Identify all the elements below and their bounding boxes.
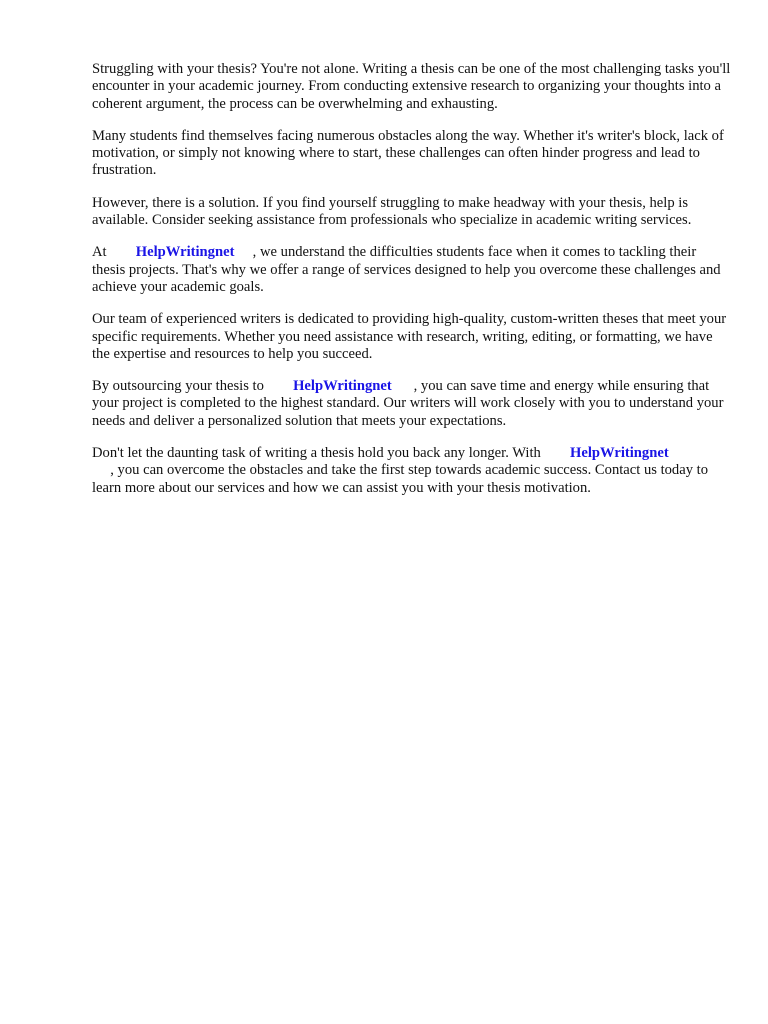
- document-body: [92, 61, 732, 512]
- paragraph-intro: Struggling with your thesis? You're not alone. Writing a thesis can be one of the most challenging tasks you'll encounter in your academic journey. From conducting extensive research to organizing your thoughts into a coherent argument, the process can be overwhelming and exhausting.: [92, 61, 734, 112]
- paragraph-text-before: Don't let the daunting task of writing a thesis hold you back any longer. With: [92, 445, 571, 462]
- paragraph-text-before: By outsourcing your thesis to: [92, 378, 294, 395]
- paragraph-closing: [92, 445, 732, 497]
- paragraph-team: Our team of experienced writers is dedicated to providing high-quality, custom-written theses that meet your specific requirements. Whether you need assistance with research, writing, editing, or formatting, we have the expertise and resources to help you succeed.: [92, 311, 730, 362]
- paragraph-text-before: At: [92, 244, 136, 261]
- paragraph-text-after: , you can save time and energy while ensuring that your project is completed to the highest standard. Our writers will work closely with you to understand your needs and deliver a personalized solution that meets your expectations.: [92, 378, 728, 429]
- helpwriting-link[interactable]: HelpWritingnet: [570, 445, 669, 462]
- paragraph-outsourcing: [92, 378, 732, 430]
- helpwriting-link[interactable]: HelpWritingnet: [293, 378, 392, 395]
- paragraph-text-after: , we understand the difficulties students face when it comes to tackling their thesis projects. That's why we offer a range of services designed to help you overcome these challenges and achieve your academic goals.: [92, 244, 725, 295]
- paragraph-obstacles: Many students find themselves facing numerous obstacles along the way. Whether it's writer's block, lack of motivation, or simply not knowing where to start, these challenges can often hinder progress and lead to frustration.: [92, 127, 728, 179]
- helpwriting-link[interactable]: HelpWritingnet: [135, 244, 235, 261]
- paragraph-at-helpwriting: [92, 244, 732, 296]
- paragraph-solution: However, there is a solution. If you find yourself struggling to make headway with your thesis, help is available. Consider seeking assistance from professionals who specialize in academic writing services.: [92, 194, 692, 229]
- paragraph-text-after: , you can overcome the obstacles and take the first step towards academic success. Contact us today to learn more about our services and how we can assist you with your thesis motivation.: [92, 462, 708, 496]
